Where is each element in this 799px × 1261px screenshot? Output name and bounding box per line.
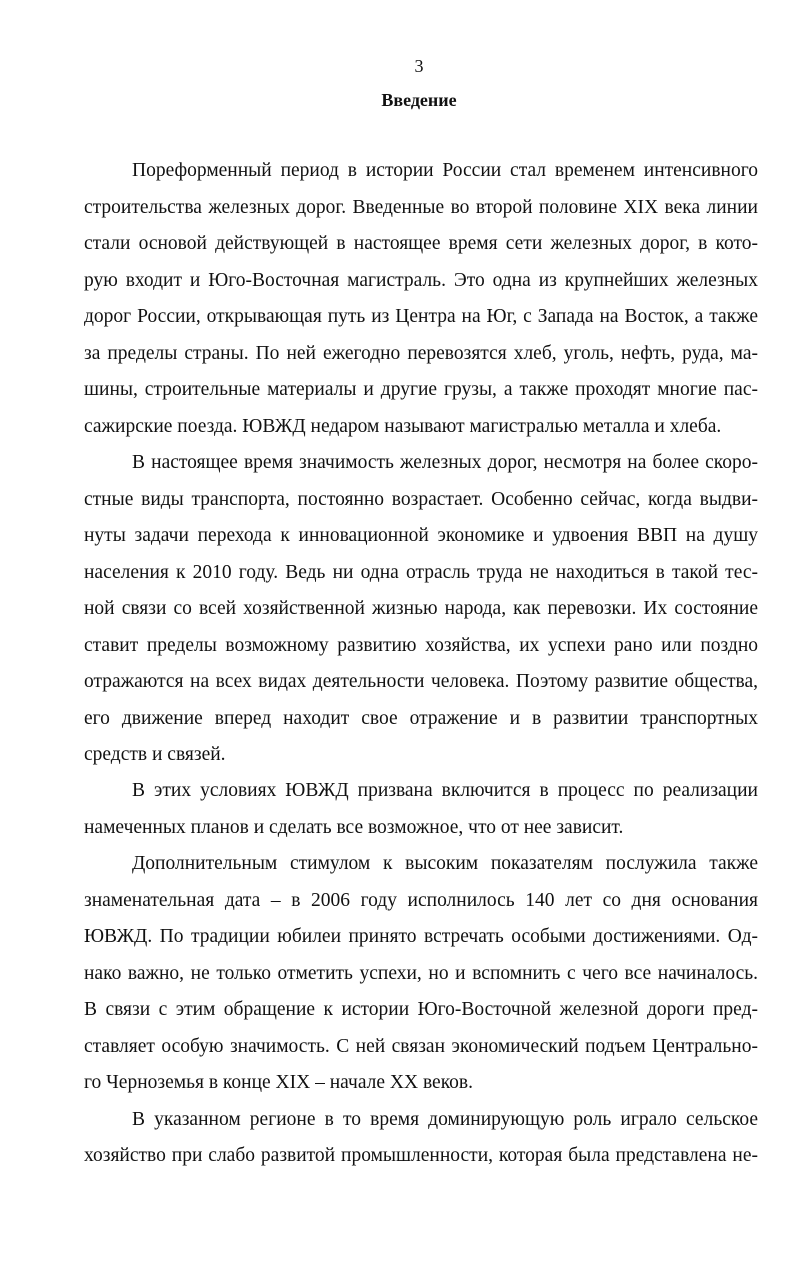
text-line: отражаются на всех видах деятельности человека. Поэтому развитие общества,: [84, 671, 758, 692]
text-line: В указанном регионе в то время доминирующую роль играло сельское: [132, 1109, 758, 1130]
text-line: стали основой действующей в настоящее время сети железных дорог, в кото-: [84, 233, 758, 254]
text-line: нуты задачи перехода к инновационной экономике и удвоения ВВП на душу: [84, 525, 758, 546]
text-line: знаменательная дата – в 2006 году исполнилось 140 лет со дня основания: [84, 890, 758, 911]
text-line: за пределы страны. По ней ежегодно перевозятся хлеб, уголь, нефть, руда, ма-: [84, 343, 758, 364]
text-line: дорог России, открывающая путь из Центра на Юг, с Запада на Восток, а также: [84, 306, 758, 327]
section-title: Введение: [381, 90, 457, 110]
text-line: В этих условиях ЮВЖД призвана включится в процесс по реализации: [132, 780, 758, 801]
text-line: В настоящее время значимость железных дорог, несмотря на более скоро-: [132, 452, 758, 473]
text-line: ЮВЖД. По традиции юбилеи принято встречать особыми достижениями. Од-: [84, 926, 758, 947]
text-line: ставляет особую значимость. С ней связан экономический подъем Центрально-: [84, 1036, 758, 1057]
text-line: стные виды транспорта, постоянно возрастает. Особенно сейчас, когда выдви-: [84, 489, 758, 510]
text-line: го Черноземья в конце XIX – начале XX веков.: [84, 1072, 474, 1093]
text-line: Дополнительным стимулом к высоким показателям послужила также: [132, 853, 758, 874]
text-line: рую входит и Юго-Восточная магистраль. Это одна из крупнейших железных: [84, 270, 758, 291]
text-line: строительства железных дорог. Введенные во второй половине XIX века линии: [84, 197, 758, 218]
text-line: В связи с этим обращение к истории Юго-Восточной железной дороги пред-: [84, 999, 758, 1020]
text-line: хозяйство при слабо развитой промышленности, которая была представлена не-: [84, 1145, 758, 1166]
page-number: 3: [414, 56, 424, 76]
text-line: шины, строительные материалы и другие грузы, а также проходят многие пас-: [84, 379, 758, 400]
text-line: ной связи со всей хозяйственной жизнью народа, как перевозки. Их состояние: [84, 598, 758, 619]
text-line: населения к 2010 году. Ведь ни одна отрасль труда не находиться в такой тес-: [84, 562, 758, 583]
text-line: сажирские поезда. ЮВЖД недаром называют магистралью металла и хлеба.: [84, 416, 722, 437]
text-line: Пореформенный период в истории России стал временем интенсивного: [132, 160, 758, 181]
text-line: средств и связей.: [84, 744, 226, 765]
text-line: его движение вперед находит свое отражение и в развитии транспортных: [84, 708, 758, 729]
text-line: ставит пределы возможному развитию хозяйства, их успехи рано или поздно: [84, 635, 758, 656]
text-line: намеченных планов и сделать все возможное, что от нее зависит.: [84, 817, 624, 838]
text-line: нако важно, не только отметить успехи, но и вспомнить с чего все начиналось.: [84, 963, 758, 984]
